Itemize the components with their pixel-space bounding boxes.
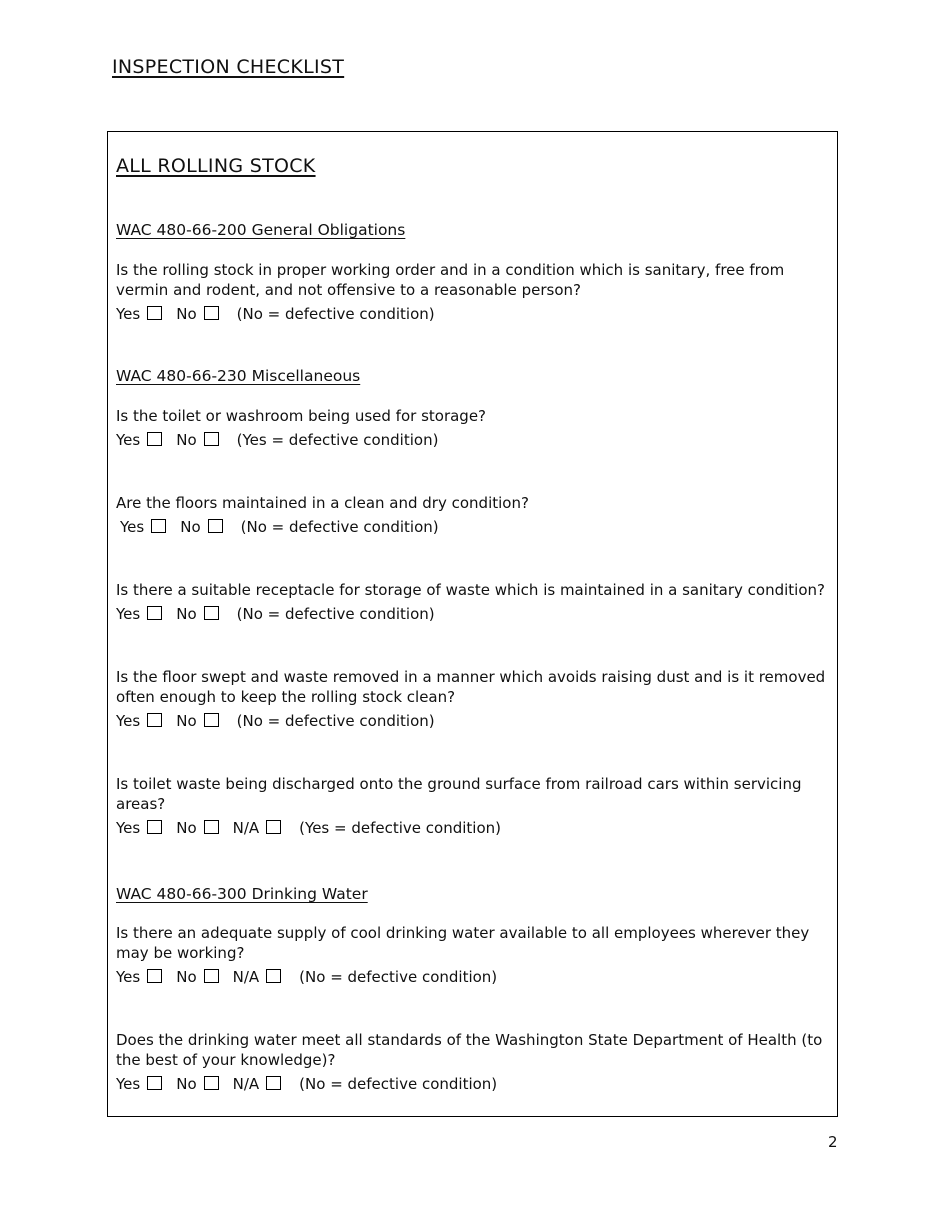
- q5-yes-checkbox[interactable]: [147, 713, 162, 727]
- q7-note: (No = defective condition): [299, 968, 498, 986]
- q6-yes-checkbox[interactable]: [147, 820, 162, 834]
- na-label: N/A: [232, 1075, 260, 1093]
- q3-note: (No = defective condition): [240, 518, 439, 536]
- q5-no-checkbox[interactable]: [204, 713, 219, 727]
- question-8-answers: [116, 1075, 497, 1095]
- yes-label: Yes: [116, 605, 141, 623]
- no-label: No: [176, 305, 197, 323]
- q2-note: (Yes = defective condition): [236, 431, 439, 449]
- q8-no-checkbox[interactable]: [204, 1076, 219, 1090]
- no-label: No: [180, 518, 201, 536]
- q6-na-checkbox[interactable]: [266, 820, 281, 834]
- q3-yes-checkbox[interactable]: [151, 519, 166, 533]
- question-8-text: Does the drinking water meet all standards of the Washington State Department of Health (to the best of your knowledge)?: [116, 1031, 823, 1069]
- q8-na-checkbox[interactable]: [266, 1076, 281, 1090]
- question-1-text: Is the rolling stock in proper working order and in a condition which is sanitary, free from vermin and rodent, and not offensive to a reasonable person?: [116, 261, 785, 299]
- no-label: No: [176, 431, 197, 449]
- no-label: No: [176, 968, 197, 986]
- heading-general-obligations: WAC 480-66-200 General Obligations: [116, 221, 406, 239]
- question-3-answers: [120, 518, 439, 538]
- heading-miscellaneous: WAC 480-66-230 Miscellaneous: [116, 367, 361, 385]
- q3-no-checkbox[interactable]: [208, 519, 223, 533]
- na-label: N/A: [232, 968, 260, 986]
- q2-no-checkbox[interactable]: [204, 432, 219, 446]
- yes-label: Yes: [116, 968, 141, 986]
- q1-no-checkbox[interactable]: [204, 306, 219, 320]
- yes-label: Yes: [120, 518, 145, 536]
- yes-label: Yes: [116, 431, 141, 449]
- q8-yes-checkbox[interactable]: [147, 1076, 162, 1090]
- q6-note: (Yes = defective condition): [299, 819, 501, 837]
- q7-na-checkbox[interactable]: [266, 969, 281, 983]
- q5-note: (No = defective condition): [236, 712, 435, 730]
- no-label: No: [176, 712, 197, 730]
- question-1-answers: [116, 305, 435, 325]
- question-5-text: Is the floor swept and waste removed in a manner which avoids raising dust and is it removed often enough to keep the rolling stock clean?: [116, 668, 826, 706]
- yes-label: Yes: [116, 819, 141, 837]
- q4-yes-checkbox[interactable]: [147, 606, 162, 620]
- q7-no-checkbox[interactable]: [204, 969, 219, 983]
- no-label: No: [176, 605, 197, 623]
- question-4-answers: [116, 605, 435, 625]
- question-6-text: Is toilet waste being discharged onto the ground surface from railroad cars within servicing areas?: [116, 775, 802, 813]
- no-label: No: [176, 1075, 197, 1093]
- document-title: INSPECTION CHECKLIST: [112, 56, 345, 78]
- q8-note: (No = defective condition): [299, 1075, 498, 1093]
- q1-yes-checkbox[interactable]: [147, 306, 162, 320]
- q4-note: (No = defective condition): [236, 605, 435, 623]
- question-6-answers: [116, 819, 501, 839]
- question-7-answers: [116, 968, 497, 988]
- question-3-text: Are the floors maintained in a clean and dry condition?: [116, 494, 529, 512]
- checklist-box: [107, 131, 838, 1117]
- q7-yes-checkbox[interactable]: [147, 969, 162, 983]
- na-label: N/A: [232, 819, 260, 837]
- question-7-text: Is there an adequate supply of cool drinking water available to all employees wherever they may be working?: [116, 924, 810, 962]
- question-2-text: Is the toilet or washroom being used for storage?: [116, 407, 487, 425]
- no-label: No: [176, 819, 197, 837]
- page-number: 2: [828, 1133, 838, 1151]
- q6-no-checkbox[interactable]: [204, 820, 219, 834]
- question-4-text: Is there a suitable receptacle for storage of waste which is maintained in a sanitary condition?: [116, 581, 825, 599]
- q4-no-checkbox[interactable]: [204, 606, 219, 620]
- q1-note: (No = defective condition): [236, 305, 435, 323]
- yes-label: Yes: [116, 712, 141, 730]
- heading-drinking-water: WAC 480-66-300 Drinking Water: [116, 885, 368, 903]
- question-2-answers: [116, 431, 438, 451]
- yes-label: Yes: [116, 1075, 141, 1093]
- section-title: ALL ROLLING STOCK: [116, 155, 316, 177]
- q2-yes-checkbox[interactable]: [147, 432, 162, 446]
- yes-label: Yes: [116, 305, 141, 323]
- question-5-answers: [116, 712, 435, 732]
